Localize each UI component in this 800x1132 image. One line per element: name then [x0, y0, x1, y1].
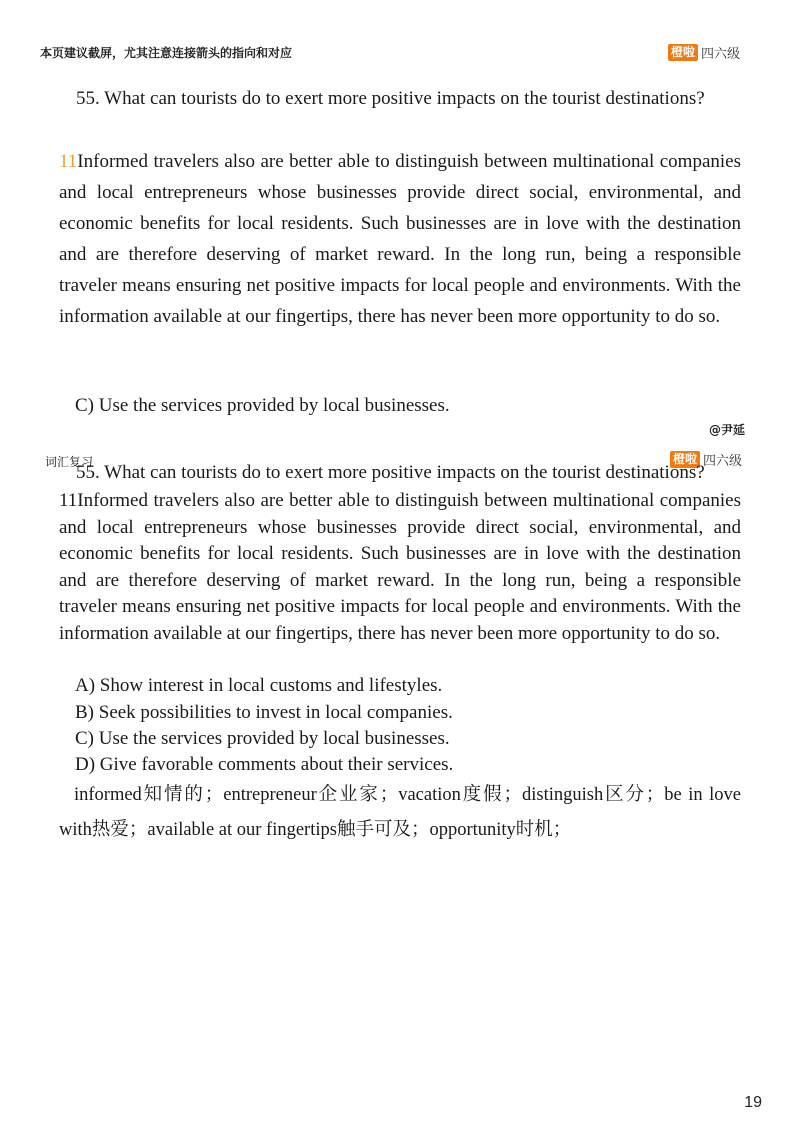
passage-paragraph-11-first	[59, 146, 741, 332]
screenshot-hint: 本页建议截屏，尤其注意连接箭头的指向和对应	[40, 46, 293, 60]
brand-text: 四六级	[700, 47, 740, 62]
page-number: 19	[744, 1094, 762, 1111]
vocabulary-text: informed知情的；entrepreneur企业家；vacation度假；distinguish区分；be in love with热爱；available at our fingertips触手可及；opportunity时机；	[59, 785, 741, 840]
brand-logo: 橙啦	[670, 451, 700, 468]
vocabulary-list	[59, 778, 741, 848]
section-label: 词汇复习	[45, 455, 94, 469]
option-c: C) Use the services provided by local businesses.	[75, 728, 450, 749]
option-a: A) Show interest in local customs and lifestyles.	[75, 675, 443, 696]
author-watermark: @尹延	[708, 423, 745, 437]
question-55-second: 55. What can tourists do to exert more positive impacts on the tourist destinations?	[76, 462, 705, 483]
passage-paragraph-11-second: 11Informed travelers also are better able to distinguish between multinational companies and local entrepreneurs whose businesses provide direct social, environmental, and economic benefits for local residents. Such businesses are in love with the destination and are therefore deserving of market reward. In the long run, being a responsible traveler means ensuring net positive impacts for local people and environments. With the information available at our fingertips, there has never been more opportunity to do so.	[59, 490, 741, 644]
brand-header	[668, 43, 740, 62]
question-55-first: 55. What can tourists do to exert more positive impacts on the tourist destinations?	[76, 88, 705, 109]
option-d: D) Give favorable comments about their services.	[75, 754, 454, 775]
brand-text: 四六级	[702, 454, 742, 469]
paragraph-text: Informed travelers also are better able to distinguish between multinational companies and local entrepreneurs whose businesses provide direct social, environmental, and economic benefits for local residents. Such businesses are in love with the destination and are therefore deserving of market reward. In the long run, being a responsible traveler means ensuring net positive impacts for local people and environments. With the information available at our fingertips, there has never been more opportunity to do so.	[59, 151, 741, 327]
correct-answer: C) Use the services provided by local businesses.	[75, 395, 450, 416]
option-b: B) Seek possibilities to invest in local companies.	[75, 702, 453, 723]
paragraph-number: 11	[59, 151, 78, 172]
brand-logo: 橙啦	[668, 44, 698, 61]
